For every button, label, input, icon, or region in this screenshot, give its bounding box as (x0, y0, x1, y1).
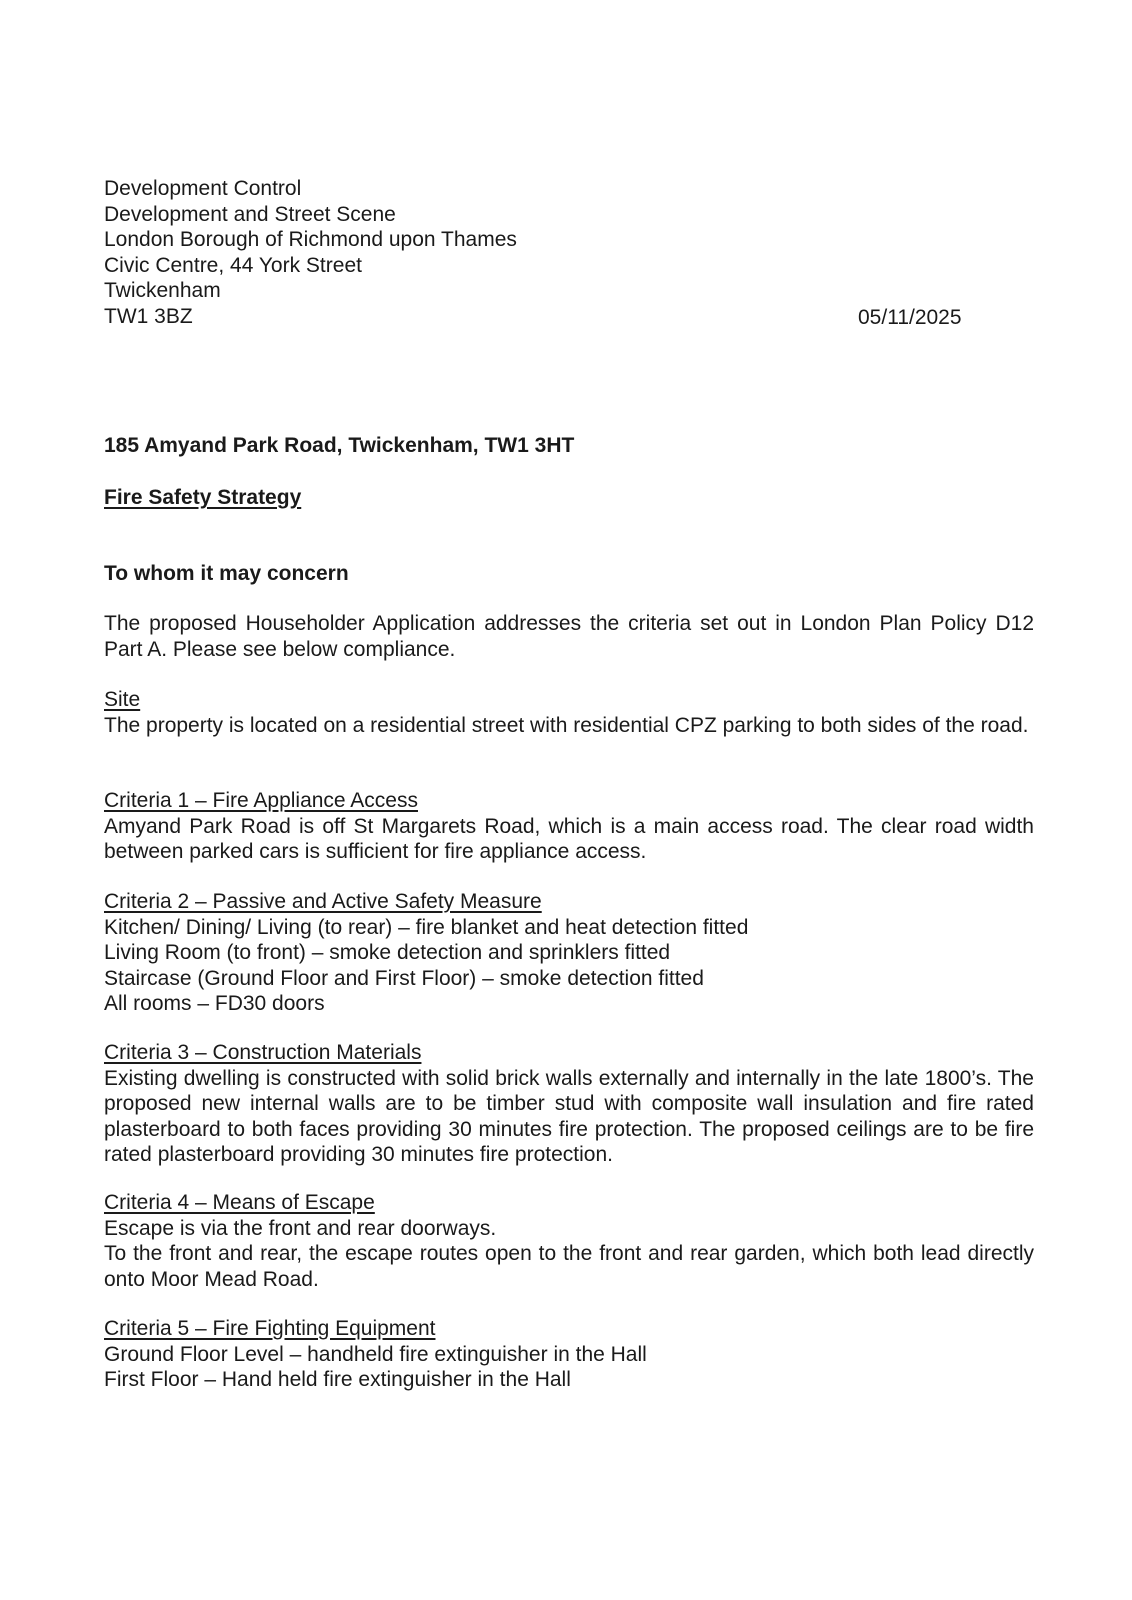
criteria-4-line: Escape is via the front and rear doorways. (104, 1216, 497, 1240)
property-address: 185 Amyand Park Road, Twickenham, TW1 3HT (104, 434, 575, 457)
address-line: Development and Street Scene (104, 202, 396, 226)
criteria-3-body: Existing dwelling is constructed with solid brick walls externally and internally in the late 1800’s. The proposed new internal walls are to be timber stud with composite wall insulation and fire rated plasterboard to both faces providing 30 minutes fire protection. The proposed ceilings are to be fire rated plasterboard providing 30 minutes fire protection. (104, 1066, 1034, 1167)
section-criteria-4 (104, 1190, 1034, 1292)
address-line: Civic Centre, 44 York Street (104, 253, 362, 277)
intro-paragraph: The proposed Householder Application addresses the criteria set out in London Plan Policy D12 Part A. Please see below compliance. (104, 612, 1034, 661)
site-body: The property is located on a residential street with residential CPZ parking to both sides of the road. (104, 713, 1029, 737)
criteria-2-item: Staircase (Ground Floor and First Floor) – smoke detection fitted (104, 966, 704, 990)
site-heading: Site (104, 688, 141, 711)
section-criteria-1 (104, 788, 1034, 865)
section-site (104, 687, 1034, 738)
criteria-4-heading: Criteria 4 – Means of Escape (104, 1191, 375, 1214)
section-criteria-2 (104, 889, 1034, 1017)
criteria-2-item: Living Room (to front) – smoke detection and sprinklers fitted (104, 941, 671, 965)
address-line: TW1 3BZ (104, 304, 193, 328)
document-title-text: Fire Safety Strategy (104, 486, 302, 509)
section-criteria-5 (104, 1316, 1034, 1393)
criteria-5-heading: Criteria 5 – Fire Fighting Equipment (104, 1317, 436, 1340)
criteria-5-item: Ground Floor Level – handheld fire extinguisher in the Hall (104, 1342, 647, 1366)
criteria-2-item: Kitchen/ Dining/ Living (to rear) – fire blanket and heat detection fitted (104, 915, 749, 939)
criteria-1-body: Amyand Park Road is off St Margarets Road, which is a main access road. The clear road width between parked cars is sufficient for fire appliance access. (104, 814, 1034, 864)
criteria-2-heading: Criteria 2 – Passive and Active Safety Measure (104, 890, 542, 913)
letter-date: 05/11/2025 (858, 306, 962, 329)
document-title (104, 485, 1034, 511)
criteria-1-heading: Criteria 1 – Fire Appliance Access (104, 789, 418, 812)
criteria-5-item: First Floor – Hand held fire extinguisher in the Hall (104, 1368, 571, 1392)
address-line: Development Control (104, 177, 302, 200)
address-line: London Borough of Richmond upon Thames (104, 228, 517, 252)
address-line: Twickenham (104, 279, 221, 303)
salutation: To whom it may concern (104, 562, 349, 585)
section-criteria-3 (104, 1040, 1034, 1168)
criteria-2-item: All rooms – FD30 doors (104, 992, 325, 1016)
criteria-3-heading: Criteria 3 – Construction Materials (104, 1041, 422, 1064)
criteria-4-body: To the front and rear, the escape routes open to the front and rear garden, which both lead directly onto Moor Mead Road. (104, 1242, 1034, 1291)
